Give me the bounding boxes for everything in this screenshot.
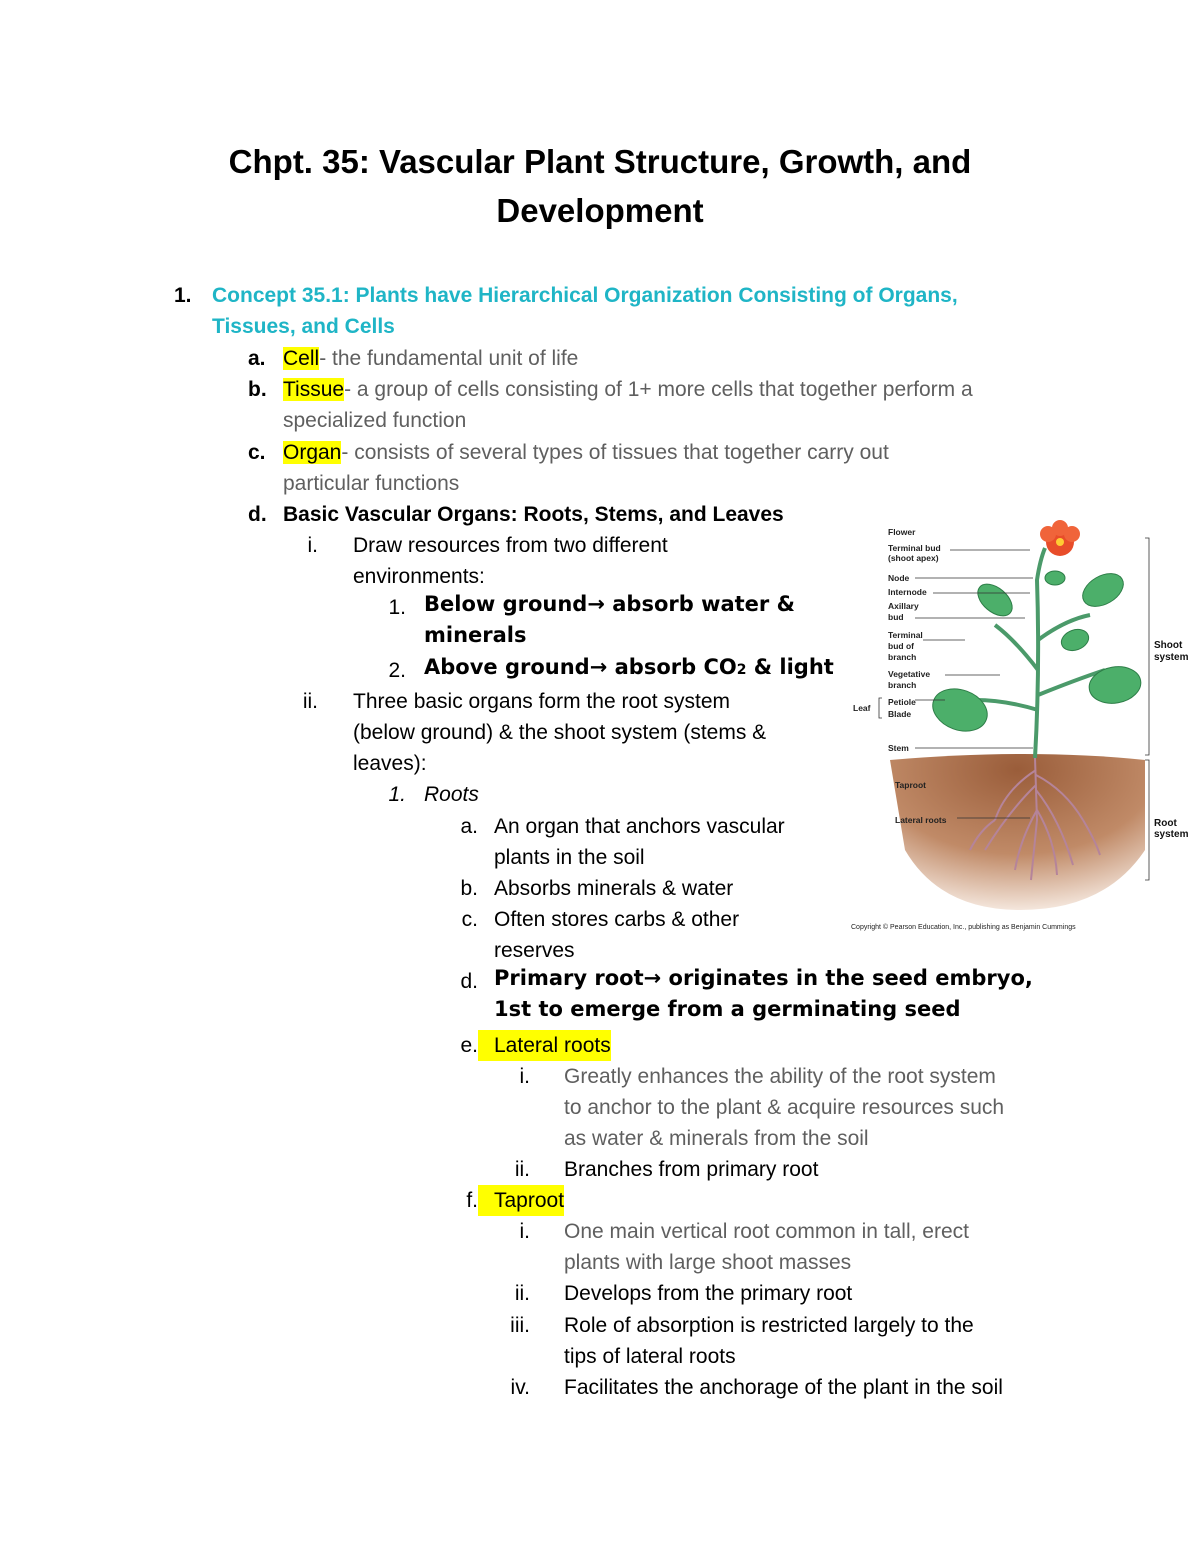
- d-ii-line3: leaves):: [353, 752, 427, 775]
- label-lateral-roots: Lateral roots: [895, 815, 947, 825]
- item-c-text: - consists of several types of tissues that together carry out: [341, 441, 889, 464]
- label-flower: Flower: [888, 527, 916, 537]
- item-b: [283, 374, 973, 405]
- label-root: Root: [1154, 818, 1177, 829]
- roots-c-line1: Often stores carbs & other: [494, 908, 740, 931]
- roots-c-line2: reserves: [494, 939, 575, 962]
- figure-copyright: Copyright © Pearson Education, Inc., publishing as Benjamin Cummings: [851, 924, 1076, 931]
- item-a: [283, 343, 578, 374]
- term-lateral-roots: Lateral roots: [478, 1030, 611, 1061]
- label-shoot-apex: (shoot apex): [888, 553, 939, 563]
- label-shoot-system: system: [1154, 652, 1189, 663]
- d-i-1-line1: Below ground→ absorb water &: [424, 592, 795, 616]
- concept-heading-line1: Concept 35.1: Plants have Hierarchical Organization Consisting of Organs,: [212, 284, 958, 307]
- f-i-line2: plants with large shoot masses: [564, 1251, 852, 1274]
- item-a-marker: a.: [248, 347, 266, 370]
- label-root-system: system: [1154, 829, 1189, 840]
- plant-diagram: [845, 520, 1200, 940]
- roots-a-line2: plants in the soil: [494, 846, 645, 869]
- item-b-text: - a group of cells consisting of 1+ more cells that together perform a: [344, 378, 973, 401]
- concept-heading-line2: Tissues, and Cells: [212, 315, 395, 338]
- d-i-2-post: & light: [746, 655, 834, 679]
- label-internode: Internode: [888, 587, 927, 597]
- term-tissue: Tissue: [283, 378, 345, 401]
- label-petiole: Petiole: [888, 697, 916, 707]
- item-a-text: - the fundamental unit of life: [319, 347, 579, 370]
- label-leaf: Leaf: [853, 703, 871, 713]
- label-shoot: Shoot: [1154, 640, 1183, 651]
- label-vegetative: Vegetative: [888, 669, 931, 679]
- label-bud-of: bud of: [888, 641, 914, 651]
- roots-b-marker: b.: [460, 877, 478, 900]
- f-i-marker: i.: [519, 1220, 530, 1243]
- page-title-line1: Chpt. 35: Vascular Plant Structure, Growth, and: [228, 143, 972, 180]
- f-iv-marker: iv.: [510, 1376, 530, 1399]
- label-taproot: Taproot: [895, 780, 927, 790]
- stem-drawing: [975, 548, 1105, 758]
- f-iii-line1: Role of absorption is restricted largely to the: [564, 1314, 974, 1337]
- d-i-line1: Draw resources from two different: [353, 534, 668, 557]
- roots-c-marker: c.: [461, 908, 478, 931]
- f-iv-line1: Facilitates the anchorage of the plant in the soil: [564, 1376, 1003, 1399]
- f-iii-line2: tips of lateral roots: [564, 1345, 736, 1368]
- d-ii-line1: Three basic organs form the root system: [353, 690, 730, 713]
- item-d-marker: d.: [248, 503, 267, 526]
- d-ii-marker: ii.: [302, 690, 318, 713]
- e-ii-line1: Branches from primary root: [564, 1158, 819, 1181]
- f-ii-line1: Develops from the primary root: [564, 1282, 853, 1305]
- label-bud: bud: [888, 612, 904, 622]
- term-taproot: Taproot: [478, 1185, 564, 1216]
- d-ii-line2: (below ground) & the shoot system (stems &: [353, 721, 767, 744]
- d-i-2-pre: Above ground→ absorb CO: [424, 655, 737, 679]
- roots-f-marker: f.: [466, 1189, 478, 1212]
- e-i-marker: i.: [519, 1065, 530, 1088]
- concept-number: 1.: [174, 284, 192, 307]
- d-i-2-text: [424, 655, 834, 679]
- d-i-1-marker: 1.: [388, 596, 406, 619]
- item-b-text2: specialized function: [283, 409, 467, 432]
- label-branch: branch: [888, 652, 917, 662]
- label-node: Node: [888, 573, 910, 583]
- roots-a-marker: a.: [460, 815, 478, 838]
- roots-d-line2: 1st to emerge from a germinating seed: [494, 997, 961, 1021]
- d-i-line2: environments:: [353, 565, 485, 588]
- label-axillary: Axillary: [888, 601, 919, 611]
- d-i-marker: i.: [307, 534, 318, 557]
- roots-e-marker: e.: [460, 1034, 478, 1057]
- item-c-marker: c.: [248, 441, 266, 464]
- e-i-line3: as water & minerals from the soil: [564, 1127, 869, 1150]
- d-i-2-marker: 2.: [388, 659, 406, 682]
- label-veg-branch: branch: [888, 680, 917, 690]
- f-i-line1: One main vertical root common in tall, erect: [564, 1220, 969, 1243]
- d-i-1-line2: minerals: [424, 623, 527, 647]
- roots-label: Roots: [424, 783, 479, 806]
- f-iii-marker: iii.: [510, 1314, 530, 1337]
- page-title-line2: Development: [496, 192, 704, 229]
- item-d-heading: Basic Vascular Organs: Roots, Stems, and Leaves: [283, 503, 784, 526]
- roots-a-line1: An organ that anchors vascular: [494, 815, 785, 838]
- roots-marker: 1.: [388, 783, 406, 806]
- roots-d-line1: Primary root→ originates in the seed embryo,: [494, 966, 1033, 990]
- item-b-marker: b.: [248, 378, 267, 401]
- label-blade: Blade: [888, 709, 912, 719]
- e-ii-marker: ii.: [514, 1158, 530, 1181]
- d-i-2-sub: 2: [736, 662, 747, 678]
- roots-d-marker: d.: [460, 970, 478, 993]
- item-c: [283, 437, 889, 468]
- e-i-line1: Greatly enhances the ability of the root system: [564, 1065, 996, 1088]
- term-cell: Cell: [283, 347, 320, 370]
- roots-b-line1: Absorbs minerals & water: [494, 877, 734, 900]
- f-ii-marker: ii.: [514, 1282, 530, 1305]
- label-terminal-bud: Terminal bud: [888, 543, 941, 553]
- term-organ: Organ: [283, 441, 342, 464]
- label-stem: Stem: [888, 743, 909, 753]
- soil-area: [890, 754, 1145, 910]
- item-c-text2: particular functions: [283, 472, 460, 495]
- label-terminal: Terminal: [888, 630, 923, 640]
- e-i-line2: to anchor to the plant & acquire resources such: [564, 1096, 1005, 1119]
